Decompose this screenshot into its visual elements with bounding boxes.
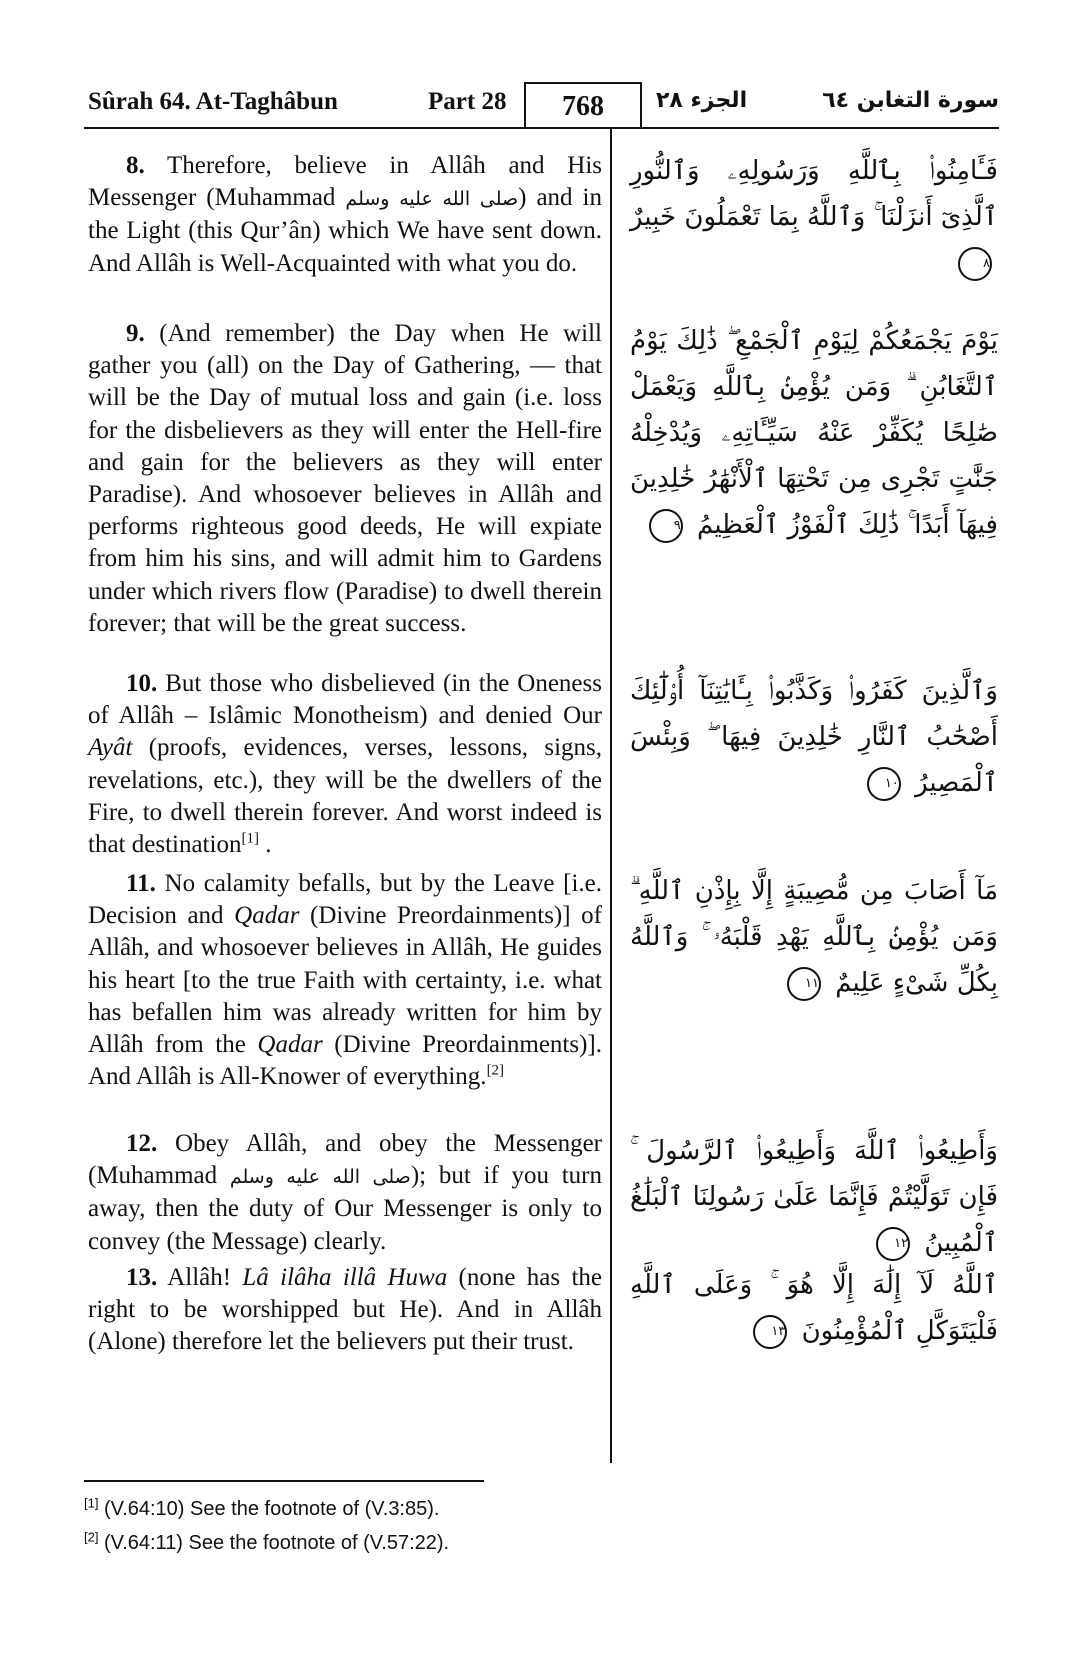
page-number: 768 (524, 82, 642, 128)
header-rule (84, 127, 999, 129)
verse-number-medallion: ١٠ (867, 767, 901, 801)
verse-number: 9. (126, 320, 145, 347)
arabic-surah-title: سورة التغابن ٦٤ (822, 88, 999, 113)
verse-13-translation: 13. Allâh! Lâ ilâha illâ Huwa (none has the right to be worshipped but He). And in Allâh (Alone) therefore let the believers put their trust. (88, 1264, 602, 1356)
verse-number-medallion: ١٢ (876, 1227, 910, 1261)
footnote-2: [2] (V.64:11) See the footnote of (V.57:22). (84, 1529, 450, 1554)
verse-11-translation: 11. No calamity befalls, but by the Leave [i.e. Decision and Qadar (Divine Preordainments)] of Allâh, and whosoever believes in Allâh, He guides his heart [to the true Faith with certainty, i.e. what has befallen him was already written for him by Allâh from the Qadar (Divine Preordainments)]. And Allâh is All-Knower of everything.[2] (88, 870, 602, 1091)
verse-number-medallion: ١٣ (753, 1315, 787, 1349)
verse-number: 13. (126, 1264, 158, 1291)
verse-number: 12. (126, 1130, 158, 1157)
column-divider (610, 128, 612, 1463)
verse-9-translation: 9. (And remember) the Day when He will gather you (all) on the Day of Gathering, — that will be the Day of mutual loss and gain (i.e. loss for the disbelievers as they will enter the Hell-fire and gain for the believers as they will enter Paradise). And whosoever believes in Allâh and performs righteous good deeds, He will expiate from him his sins, and will admit him to Gardens under which rivers flow (Paradise) to dwell therein forever; that will be the great success. (88, 320, 602, 637)
verse-number: 8. (126, 152, 145, 179)
part-label: Part 28 (428, 88, 507, 115)
verse-number-medallion: ٨ (958, 247, 992, 281)
surah-title: Sûrah 64. At-Taghâbun (88, 88, 338, 115)
footnote-ref: [1] (241, 830, 259, 847)
verse-12-translation: 12. Obey Allâh, and obey the Messenger (Muhammad صلى الله عليه وسلم); but if you turn away, then the duty of Our Messenger is only to convey (the Message) clearly. (88, 1130, 603, 1255)
verse-number-medallion: ٩ (649, 509, 683, 543)
verse-10-arabic: وَٱلَّذِينَ كَفَرُوا۟ وَكَذَّبُوا۟ بِـَٔايَٰتِنَآ أُو۟لَٰٓئِكَ أَصْحَٰبُ ٱلنَّارِ خَٰلِدِينَ فِيهَا ۖ وَبِئْسَ ٱلْمَصِيرُ ١٠ (630, 668, 998, 806)
verse-13-arabic: ٱللَّهُ لَآ إِلَٰهَ إِلَّا هُوَ ۚ وَعَلَى ٱللَّهِ فَلْيَتَوَكَّلِ ٱلْمُؤْمِنُونَ ١٣ (630, 1262, 998, 1354)
verse-number: 11. (126, 870, 156, 897)
verse-11-arabic: مَآ أَصَابَ مِن مُّصِيبَةٍ إِلَّا بِإِذْنِ ٱللَّهِ ۗ وَمَن يُؤْمِنۢ بِٱللَّهِ يَهْدِ قَلْبَهُۥ ۚ وَٱللَّهُ بِكُلِّ شَىْءٍ عَلِيمٌ ١١ (630, 868, 998, 1006)
verse-10-translation: 10. But those who disbelieved (in the Oneness of Allâh – Islâmic Monotheism) and denied Our Ayât (proofs, evidences, verses, lessons, signs, revelations, etc.), they will be the dwellers of the Fire, to dwell therein forever. And worst indeed is that destination[1] . (88, 670, 602, 859)
verse-number: 10. (126, 670, 158, 697)
verse-number-medallion: ١١ (787, 967, 821, 1001)
verse-8-translation: 8. Therefore, believe in Allâh and His Messenger (Muhammad صلى الله عليه وسلم) and in the Light (this Qur’ân) which We have sent down. And Allâh is Well-Acquainted with what you do. (88, 152, 602, 277)
footnote-ref: [2] (486, 1062, 505, 1079)
salawat: صلى الله عليه وسلم (345, 188, 519, 211)
footnote-rule (84, 1480, 484, 1482)
verse-9-arabic: يَوْمَ يَجْمَعُكُمْ لِيَوْمِ ٱلْجَمْعِ ۖ ذَٰلِكَ يَوْمُ ٱلتَّغَابُنِ ۗ وَمَن يُؤْمِنۢ بِٱللَّهِ وَيَعْمَلْ صَٰلِحًا يُكَفِّرْ عَنْهُ سَيِّـَٔاتِهِۦ وَيُدْخِلْهُ جَنَّٰتٍ تَجْرِى مِن تَحْتِهَا ٱلْأَنْهَٰرُ خَٰلِدِينَ فِيهَآ أَبَدًا ۚ ذَٰلِكَ ٱلْفَوْزُ ٱلْعَظِيمُ ٩ (630, 318, 998, 548)
arabic-part-label: الجزء ٢٨ (656, 88, 748, 113)
footnote-1: [1] (V.64:10) See the footnote of (V.3:85). (84, 1495, 440, 1520)
verse-12-arabic: وَأَطِيعُوا۟ ٱللَّهَ وَأَطِيعُوا۟ ٱلرَّسُولَ ۚ فَإِن تَوَلَّيْتُمْ فَإِنَّمَا عَلَىٰ رَسُولِنَا ٱلْبَلَٰغُ ٱلْمُبِينُ ١٢ (630, 1128, 998, 1266)
salawat: صلى الله عليه وسلم (229, 1166, 411, 1189)
verse-8-arabic: فَـَٔامِنُوا۟ بِٱللَّهِ وَرَسُولِهِۦ وَٱلنُّورِ ٱلَّذِىٓ أَنزَلْنَا ۚ وَٱللَّهُ بِمَا تَعْمَلُونَ خَبِيرٌ ٨ (630, 148, 998, 286)
